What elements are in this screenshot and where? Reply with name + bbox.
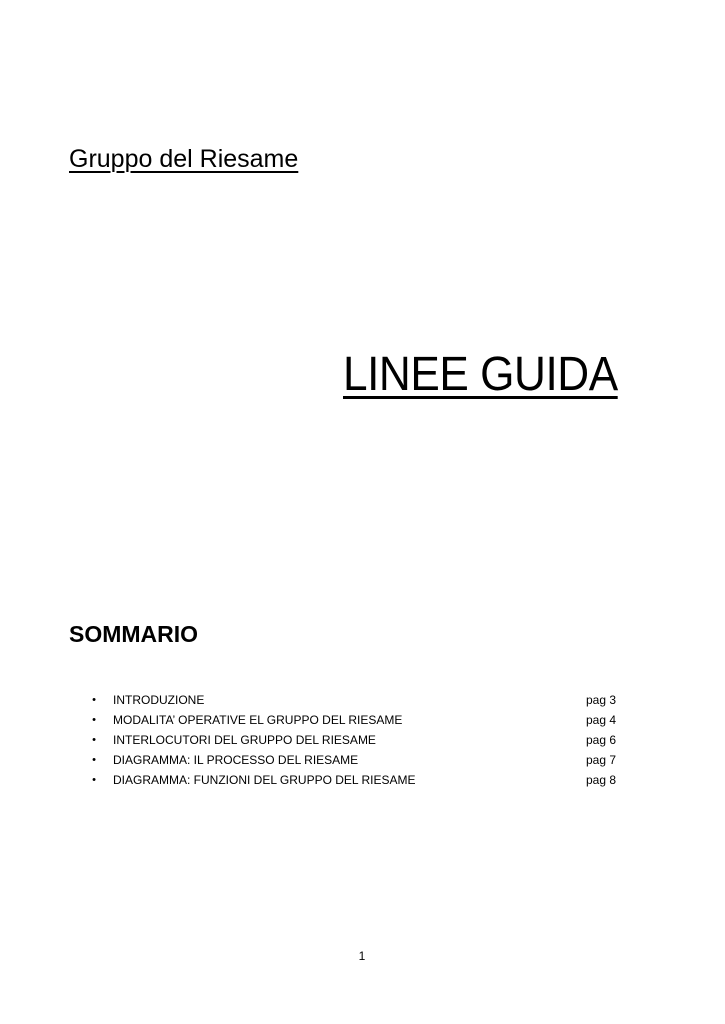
document-title: LINEE GUIDA: [343, 348, 618, 401]
toc-item: [88, 730, 628, 750]
summary-heading: SOMMARIO: [69, 621, 199, 647]
bullet-icon: •: [92, 734, 96, 746]
bullet-icon: •: [92, 694, 96, 706]
toc-item-label: MODALITA’ OPERATIVE EL GRUPPO DEL RIESAME: [113, 713, 403, 727]
toc-item-label: INTERLOCUTORI DEL GRUPPO DEL RIESAME: [113, 733, 376, 747]
toc-item-label: DIAGRAMMA: FUNZIONI DEL GRUPPO DEL RIESAME: [113, 773, 416, 787]
page-number: 1: [358, 949, 366, 963]
section-heading: Gruppo del Riesame: [69, 145, 299, 173]
toc-item-page: pag 6: [586, 733, 617, 747]
bullet-icon: •: [92, 714, 96, 726]
toc-item-page: pag 4: [586, 713, 617, 727]
bullet-icon: •: [92, 774, 96, 786]
toc-item: [88, 690, 628, 710]
bullet-icon: •: [92, 754, 96, 766]
toc-item-page: pag 7: [586, 753, 617, 767]
toc-item-page: pag 8: [586, 773, 617, 787]
toc-item: [88, 710, 628, 730]
toc-item: [88, 770, 628, 790]
table-of-contents: [88, 690, 628, 790]
toc-item-page: pag 3: [586, 693, 617, 707]
toc-item: [88, 750, 628, 770]
toc-item-label: DIAGRAMMA: IL PROCESSO DEL RIESAME: [113, 753, 359, 767]
toc-item-label: INTRODUZIONE: [113, 693, 205, 707]
